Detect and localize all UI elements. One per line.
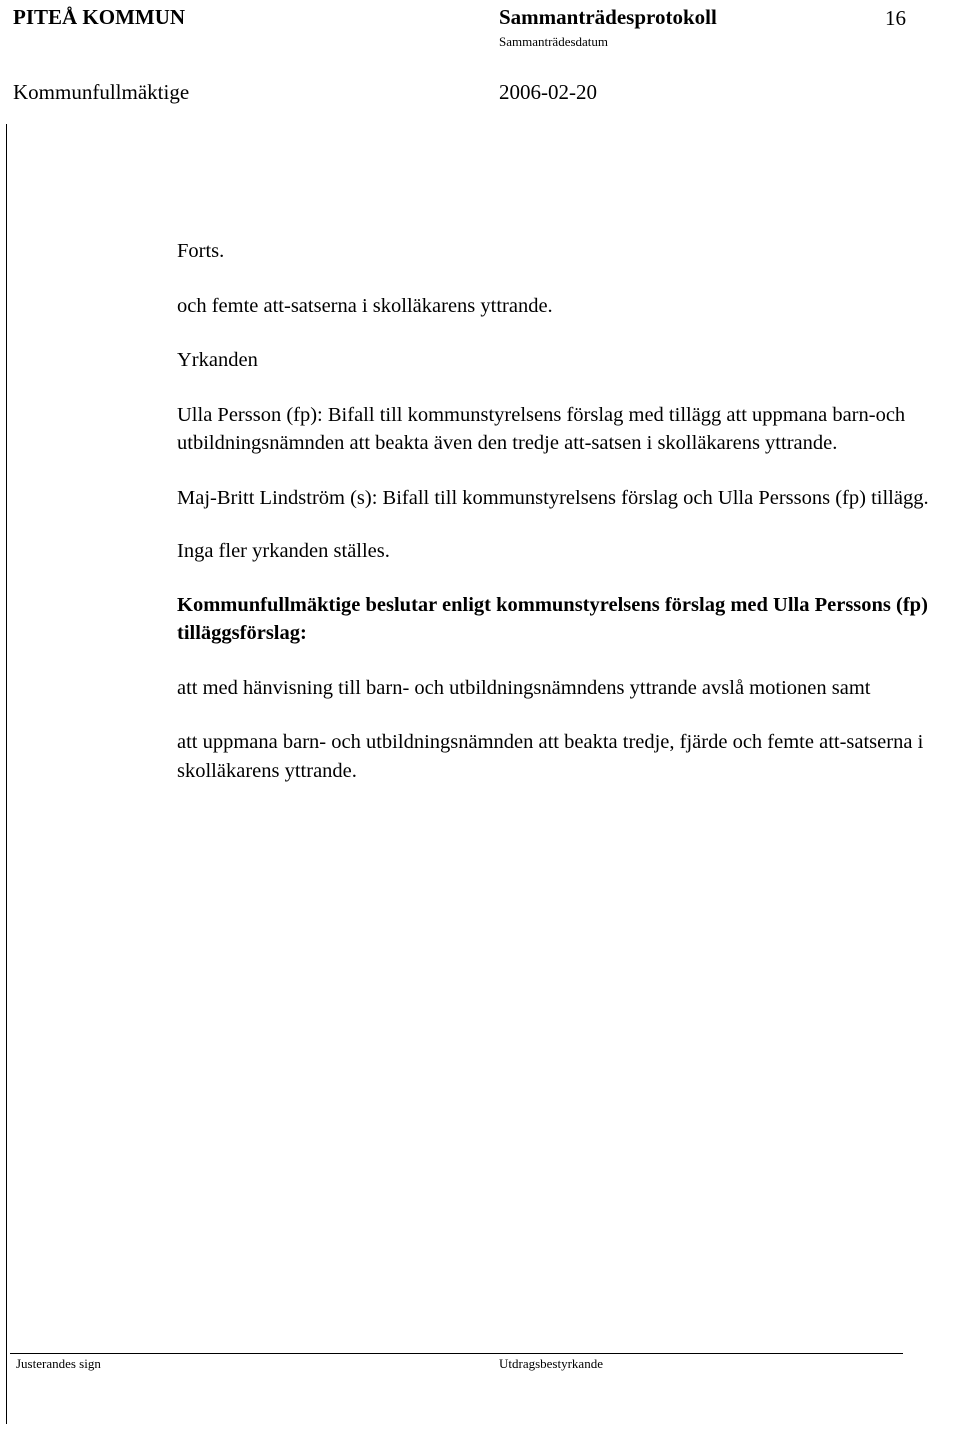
- protocol-content: [177, 237, 952, 785]
- decision-heading: Kommunfullmäktige beslutar enligt kommunstyrelsens förslag med Ulla Perssons (fp) tilläggsförslag:: [177, 593, 928, 644]
- meeting-date: 2006-02-20: [499, 80, 597, 104]
- proposal-paragraph: Maj-Britt Lindström (s): Bifall till kommunstyrelsens förslag och Ulla Perssons (fp) tillägg.: [177, 486, 929, 509]
- proposals-heading: Yrkanden: [177, 349, 258, 371]
- date-label: Sammanträdesdatum: [499, 34, 609, 49]
- decision-paragraph: att med hänvisning till barn- och utbildningsnämndens yttrande avslå motionen samt: [177, 676, 871, 699]
- no-more-proposals: Inga fler yrkanden ställes.: [177, 540, 390, 562]
- footer-line: [10, 1353, 903, 1354]
- decision-paragraph: att uppmana barn- och utbildningsnämnden att beakta tredje, fjärde och femte att-satserna i skolläkarens yttrande.: [177, 731, 924, 782]
- document-type: Sammanträdesprotokoll: [499, 5, 717, 29]
- extract-label: Utdragsbestyrkande: [499, 1356, 603, 1371]
- intro-text: och femte att-satserna i skolläkarens yttrande.: [177, 294, 553, 317]
- body-name: Kommunfullmäktige: [13, 80, 190, 104]
- page-number: 16: [885, 6, 906, 30]
- proposal-paragraph: Ulla Persson (fp): Bifall till kommunstyrelsens förslag med tillägg att uppmana barn-och utbildningsnämnden att beakta även den tredje att-satsen i skolläkarens yttrande.: [177, 403, 906, 454]
- continued-marker: Forts.: [177, 240, 225, 262]
- organization-name: PITEÅ KOMMUN: [13, 5, 186, 29]
- margin-line: [6, 124, 7, 1424]
- signature-label: Justerandes sign: [16, 1356, 101, 1371]
